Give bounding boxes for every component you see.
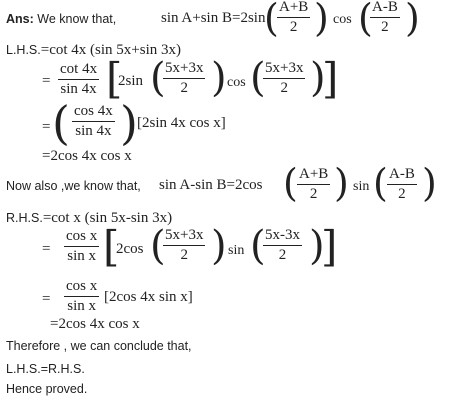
rhs-expression: =cot x (sin 5x-sin 3x) — [42, 210, 173, 226]
answer-intro — [6, 13, 116, 26]
rstep1-fraction2 — [163, 228, 205, 263]
right-paren: ) — [120, 96, 138, 150]
lhs-expression: =cot 4x (sin 5x+sin 3x) — [40, 42, 181, 58]
fraction-denominator: 2 — [278, 247, 287, 263]
fraction-numerator: A+B — [299, 166, 329, 182]
right-paren: ) — [422, 161, 437, 205]
fraction-numerator: 5x+3x — [165, 227, 204, 243]
also-text: Now also ,we know that, — [6, 179, 141, 193]
identity2-fraction2 — [387, 167, 417, 202]
fraction-denominator: sin x — [67, 298, 96, 314]
equals-sign: = — [42, 241, 51, 257]
rhs-line — [6, 210, 172, 226]
lhs-label: L.H.S. — [6, 43, 41, 57]
right-bracket: ] — [322, 54, 339, 103]
rstep1-sin: sin — [228, 243, 245, 258]
step1-2sin: 2sin — [118, 73, 144, 89]
rstep1-fraction — [64, 229, 99, 264]
rstep1-fraction3 — [263, 228, 302, 263]
fraction-denominator: 2 — [180, 247, 188, 263]
right-bracket: ] — [321, 222, 338, 271]
right-paren: ) — [211, 55, 227, 101]
rhs-label: R.H.S. — [6, 211, 43, 225]
left-paren: ( — [150, 55, 166, 101]
equals-sign: = — [42, 291, 51, 307]
rstep1-2cos: 2cos — [116, 241, 144, 257]
right-paren: ) — [314, 0, 329, 40]
fraction-denominator: 2 — [309, 186, 318, 202]
right-paren: ) — [334, 161, 349, 205]
step1-fraction2 — [163, 61, 205, 96]
fraction-denominator: 2 — [280, 80, 288, 96]
rstep2-fraction — [64, 279, 99, 314]
fraction-denominator: sin x — [67, 248, 96, 264]
rstep2-tail: [2cos 4x sin x] — [104, 289, 193, 305]
left-paren: ( — [250, 55, 266, 101]
therefore-text: Therefore , we can conclude that, — [6, 339, 192, 353]
right-paren: ) — [309, 223, 325, 269]
answer-intro-text: We know that, — [37, 12, 117, 26]
left-paren: ( — [264, 0, 279, 40]
step1-fraction — [58, 62, 99, 97]
answer-label: Ans: — [6, 12, 34, 26]
left-paren: ( — [373, 161, 388, 205]
fraction-numerator: cot 4x — [60, 61, 98, 77]
left-bracket: [ — [103, 222, 120, 271]
fraction-numerator: 5x-3x — [265, 227, 300, 243]
fraction-numerator: A-B — [389, 166, 415, 182]
left-bracket: [ — [106, 54, 123, 103]
left-paren: ( — [150, 223, 166, 269]
equals-sign: = — [42, 73, 51, 89]
fraction-numerator: cos x — [66, 278, 98, 294]
fraction-numerator: A+B — [279, 0, 309, 15]
fraction-numerator: 5x+3x — [265, 60, 304, 76]
step1-cos: cos — [227, 75, 246, 90]
fraction-denominator: sin 4x — [75, 123, 112, 139]
right-paren: ) — [211, 223, 227, 269]
step2-fraction — [72, 104, 115, 139]
step3-result: =2cos 4x cos x — [42, 148, 132, 164]
rstep3-result: =2cos 4x cos x — [50, 316, 140, 332]
step1-fraction3 — [263, 61, 305, 96]
fraction-denominator: 2 — [289, 19, 298, 35]
fraction-denominator: 2 — [381, 19, 389, 35]
left-paren: ( — [250, 223, 266, 269]
identity2-sin: sin — [353, 179, 370, 194]
identity1-lhs: sin A+sin B=2sin — [161, 10, 266, 26]
right-paren: ) — [310, 55, 326, 101]
identity1-fraction1 — [277, 0, 310, 35]
lhs-equals-rhs: L.H.S.=R.H.S. — [6, 362, 85, 376]
right-paren: ) — [405, 0, 420, 40]
fraction-numerator: 5x+3x — [165, 60, 204, 76]
fraction-denominator: 2 — [180, 80, 188, 96]
hence-proved: Hence proved. — [6, 382, 88, 396]
fraction-numerator: cos 4x — [74, 103, 113, 119]
left-paren: ( — [358, 0, 373, 40]
identity2-fraction1 — [297, 167, 330, 202]
left-paren: ( — [283, 161, 298, 205]
identity2-lhs: sin A-sin B=2cos — [159, 177, 263, 193]
identity1-cos: cos — [333, 12, 352, 27]
fraction-numerator: A-B — [372, 0, 398, 15]
left-paren: ( — [52, 96, 70, 150]
step2-tail: [2sin 4x cos x] — [137, 115, 226, 131]
fraction-numerator: cos x — [66, 228, 98, 244]
fraction-denominator: 2 — [398, 186, 406, 202]
identity1-fraction2 — [370, 0, 400, 35]
equals-sign: = — [42, 119, 51, 135]
fraction-denominator: sin 4x — [60, 81, 97, 97]
